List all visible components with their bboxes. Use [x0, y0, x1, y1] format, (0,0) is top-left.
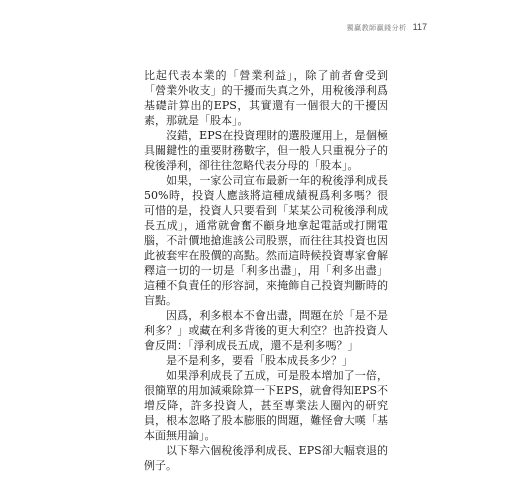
paragraph-share-capital-growth: 是不是利多，要看「股本成長多少？」	[166, 354, 353, 367]
running-header	[347, 22, 427, 33]
running-header-title: 獨贏教師贏錢分析	[346, 24, 407, 32]
paragraph-examples-intro: 以下舉六個稅後淨利成長、EPS卻大幅衰退的例子。	[144, 444, 388, 472]
paragraph-eps-importance: 沒錯，EPS在投資理財的選股運用上，是個極具關鍵性的重要財務數字，但一般人只重視分子的稅後淨利，卻往往忽略代表分母的「股本」。	[144, 129, 388, 172]
paragraph-operating-profit: 比起代表本業的「營業利益」，除了前者會受到「營業外收支」的干擾而失真之外，用稅後淨利爲基礎計算出的EPS，其實還有一個很大的干擾因素，那就是「股本」。	[144, 69, 388, 127]
paragraph-eps-decline: 如果淨利成長了五成，可是股本增加了一倍，很簡單的用加減乘除算一下EPS，就會得知EPS不增反降，許多投資人，甚至專業法人圈內的研究員，根本忽略了股本膨脹的問題，難怪會大嘆「基本面無用論」。	[144, 369, 388, 442]
paragraph-good-news-question: 因爲，利多根本不會出盡，問題在於「是不是利多？」或藏在利多背後的更大利空？也許投資人會反問：「淨利成長五成，還不是利多嗎？」	[144, 309, 388, 352]
page-body	[144, 68, 388, 473]
page-number: 117	[412, 22, 427, 32]
paragraph-net-profit-growth: 如果，一家公司宣布最新一年的稅後淨利成長50%時，投資人應該將這種成績視爲利多嗎？很可惜的是，投資人只要看到「某某公司稅後淨利成長五成」，通常就會奮不顧身地拿起電話或打開電腦，不計價地搶進該公司股票，而往往其投資也因此被套牢在股價的高點。然而這時候投資專家會解釋這一切的一切是「利多出盡」，用「利多出盡」這種不負責任的形容詞，來掩飾自己投資判斷時的盲點。	[144, 174, 388, 307]
